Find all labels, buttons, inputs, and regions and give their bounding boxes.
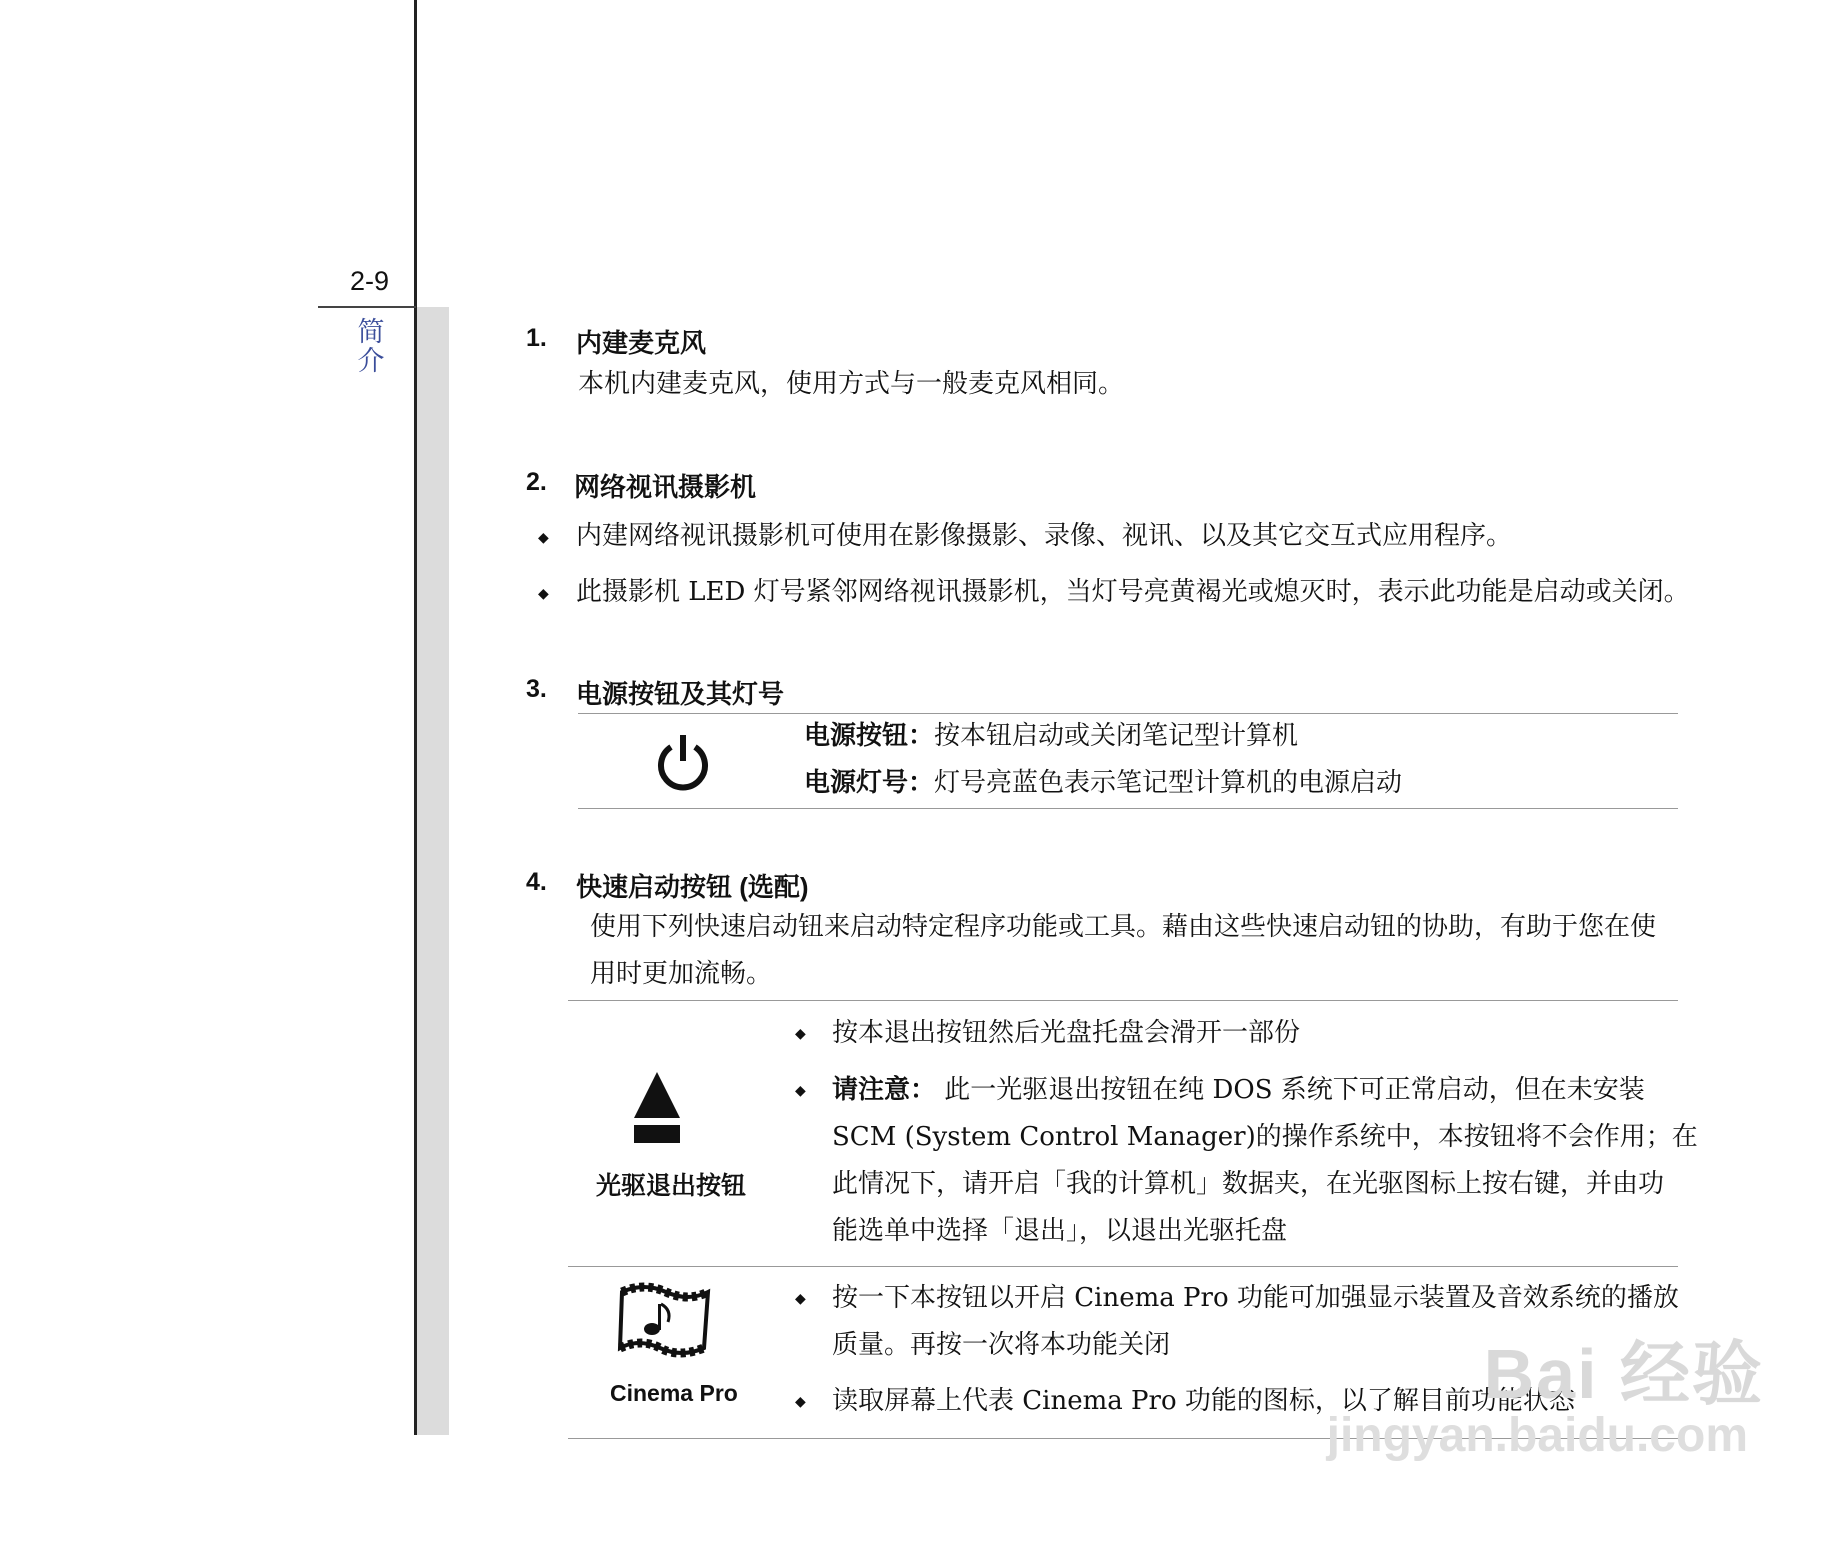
cinema-pro-caption: Cinema Pro bbox=[610, 1380, 738, 1406]
power-button-row bbox=[804, 713, 1298, 760]
section-4-intro-line-1: 使用下列快速启动钮来启动特定程序功能或工具。藉由这些快速启动钮的协助，有助于您在使 bbox=[590, 912, 1657, 942]
eject-icon bbox=[632, 1068, 682, 1144]
section-4-title: 快速启动按钮 (选配) bbox=[576, 872, 809, 902]
power-icon bbox=[655, 733, 711, 791]
cinema-pro-bullet-2: 读取屏幕上代表 Cinema Pro 功能的图标，以了解目前功能状态 bbox=[832, 1386, 1575, 1416]
section-2-bullet-1: 内建网络视讯摄影机可使用在影像摄影、录像、视讯、以及其它交互式应用程序。 bbox=[576, 521, 1513, 551]
eject-note-label: 请注意： bbox=[832, 1075, 937, 1105]
bullet-diamond: ◆ bbox=[795, 1083, 806, 1099]
section-4-intro-line-2: 用时更加流畅。 bbox=[590, 959, 773, 989]
page-number: 2-9 bbox=[350, 266, 390, 296]
table-rule bbox=[568, 1000, 1678, 1001]
power-led-row bbox=[804, 760, 1402, 807]
eject-caption: 光驱退出按钮 bbox=[596, 1172, 747, 1200]
eject-note-line-4: 能选单中选择「退出」，以退出光驱托盘 bbox=[832, 1216, 1288, 1246]
power-led-text: 灯号亮蓝色表示笔记型计算机的电源启动 bbox=[934, 768, 1403, 798]
baidu-watermark-logo: Bai 经验 bbox=[1483, 1335, 1764, 1413]
section-4-number: 4. bbox=[526, 868, 547, 896]
power-button-label: 电源按钮： bbox=[804, 721, 935, 751]
bullet-diamond: ◆ bbox=[795, 1394, 806, 1410]
table-rule bbox=[578, 808, 1678, 809]
section-3-number: 3. bbox=[526, 675, 547, 703]
table-rule bbox=[568, 1266, 1678, 1267]
section-2-title: 网络视讯摄影机 bbox=[574, 472, 757, 502]
section-3-title: 电源按钮及其灯号 bbox=[576, 679, 785, 709]
margin-horizontal-rule bbox=[318, 306, 416, 308]
bullet-diamond: ◆ bbox=[795, 1291, 806, 1307]
power-button-text: 按本钮启动或关闭笔记型计算机 bbox=[934, 721, 1299, 751]
eject-note-text-1: 此一光驱退出按钮在纯 DOS 系统下可正常启动，但在未安装 bbox=[936, 1075, 1645, 1105]
eject-note-line-3: 此情况下，请开启「我的计算机」数据夹，在光驱图标上按右键，并由功 bbox=[832, 1169, 1665, 1199]
margin-gray-strip bbox=[417, 307, 449, 1435]
section-1-title: 内建麦克风 bbox=[576, 328, 707, 358]
section-1-number: 1. bbox=[526, 324, 547, 352]
bullet-diamond: ◆ bbox=[538, 586, 549, 602]
bullet-diamond: ◆ bbox=[538, 530, 549, 546]
eject-bullet-1: 按本退出按钮然后光盘托盘会滑开一部份 bbox=[832, 1018, 1301, 1048]
chapter-side-label: 简介 bbox=[357, 317, 385, 377]
bullet-diamond: ◆ bbox=[795, 1026, 806, 1042]
cinema-pro-bullet-1-line-1: 按一下本按钮以开启 Cinema Pro 功能可加强显示装置及音效系统的播放 bbox=[832, 1283, 1679, 1313]
eject-note-line-1 bbox=[832, 1067, 1645, 1114]
eject-note-line-2: SCM (System Control Manager)的操作系统中，本按钮将不会作用；在 bbox=[832, 1122, 1698, 1152]
power-led-label: 电源灯号： bbox=[804, 768, 935, 798]
cinema-pro-icon bbox=[614, 1282, 714, 1358]
section-2-number: 2. bbox=[526, 468, 547, 496]
section-2-bullet-2: 此摄影机 LED 灯号紧邻网络视讯摄影机，当灯号亮黄褐光或熄灭时，表示此功能是启动或关闭。 bbox=[576, 577, 1690, 607]
cinema-pro-bullet-1-line-2: 质量。再按一次将本功能关闭 bbox=[832, 1330, 1171, 1360]
baidu-watermark-url: jingyan.baidu.com bbox=[1326, 1409, 1748, 1462]
section-1-body: 本机内建麦克风，使用方式与一般麦克风相同。 bbox=[578, 369, 1125, 399]
